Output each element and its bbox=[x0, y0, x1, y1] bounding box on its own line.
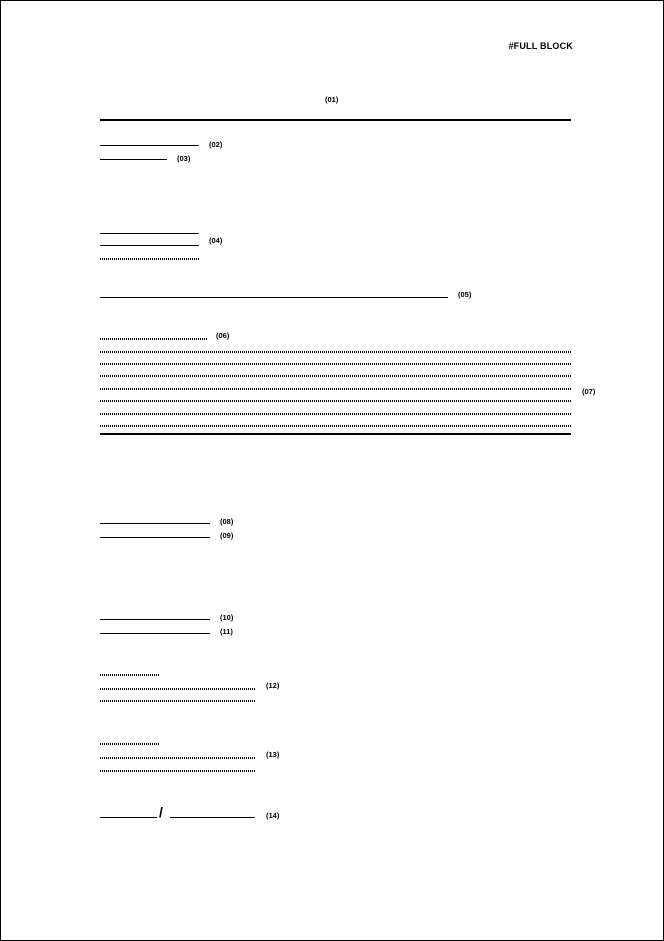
blank-line bbox=[100, 233, 199, 234]
blank-line bbox=[100, 145, 199, 146]
blank-line bbox=[170, 817, 255, 818]
blank-line bbox=[100, 770, 255, 772]
field-marker: (13) bbox=[266, 750, 280, 759]
blank-line bbox=[100, 633, 210, 634]
blank-line bbox=[100, 619, 210, 620]
field-marker: (08) bbox=[220, 517, 234, 526]
field-marker: (07) bbox=[582, 387, 596, 396]
blank-line bbox=[100, 363, 571, 365]
blank-line bbox=[100, 119, 571, 121]
blank-line bbox=[100, 674, 160, 676]
field-marker: (14) bbox=[266, 811, 280, 820]
blank-line bbox=[100, 817, 157, 818]
field-marker: (06) bbox=[216, 331, 230, 340]
field-marker: (09) bbox=[220, 531, 234, 540]
blank-line bbox=[100, 375, 571, 377]
blank-line bbox=[100, 743, 160, 745]
field-marker: (02) bbox=[209, 140, 223, 149]
field-marker: (01) bbox=[325, 95, 339, 104]
slash-separator: / bbox=[159, 804, 163, 820]
field-marker: (04) bbox=[209, 236, 223, 245]
field-marker: (03) bbox=[177, 154, 191, 163]
blank-line bbox=[100, 159, 167, 160]
blank-line bbox=[100, 425, 571, 427]
field-marker: (10) bbox=[220, 613, 234, 622]
field-marker: (12) bbox=[266, 681, 280, 690]
blank-line bbox=[100, 245, 199, 246]
blank-line bbox=[100, 258, 199, 260]
blank-line bbox=[100, 413, 571, 415]
blank-line bbox=[100, 338, 208, 340]
blank-line bbox=[100, 388, 571, 390]
blank-line bbox=[100, 351, 571, 353]
page-title: #FULL BLOCK bbox=[508, 41, 573, 51]
field-marker: (11) bbox=[220, 627, 233, 636]
blank-line bbox=[100, 523, 210, 524]
blank-line bbox=[100, 537, 210, 538]
blank-line bbox=[100, 297, 448, 298]
blank-line bbox=[100, 757, 255, 759]
blank-line bbox=[100, 400, 571, 402]
field-marker: (05) bbox=[458, 290, 472, 299]
blank-line bbox=[100, 700, 255, 702]
blank-line bbox=[100, 688, 255, 690]
blank-line bbox=[100, 433, 571, 435]
